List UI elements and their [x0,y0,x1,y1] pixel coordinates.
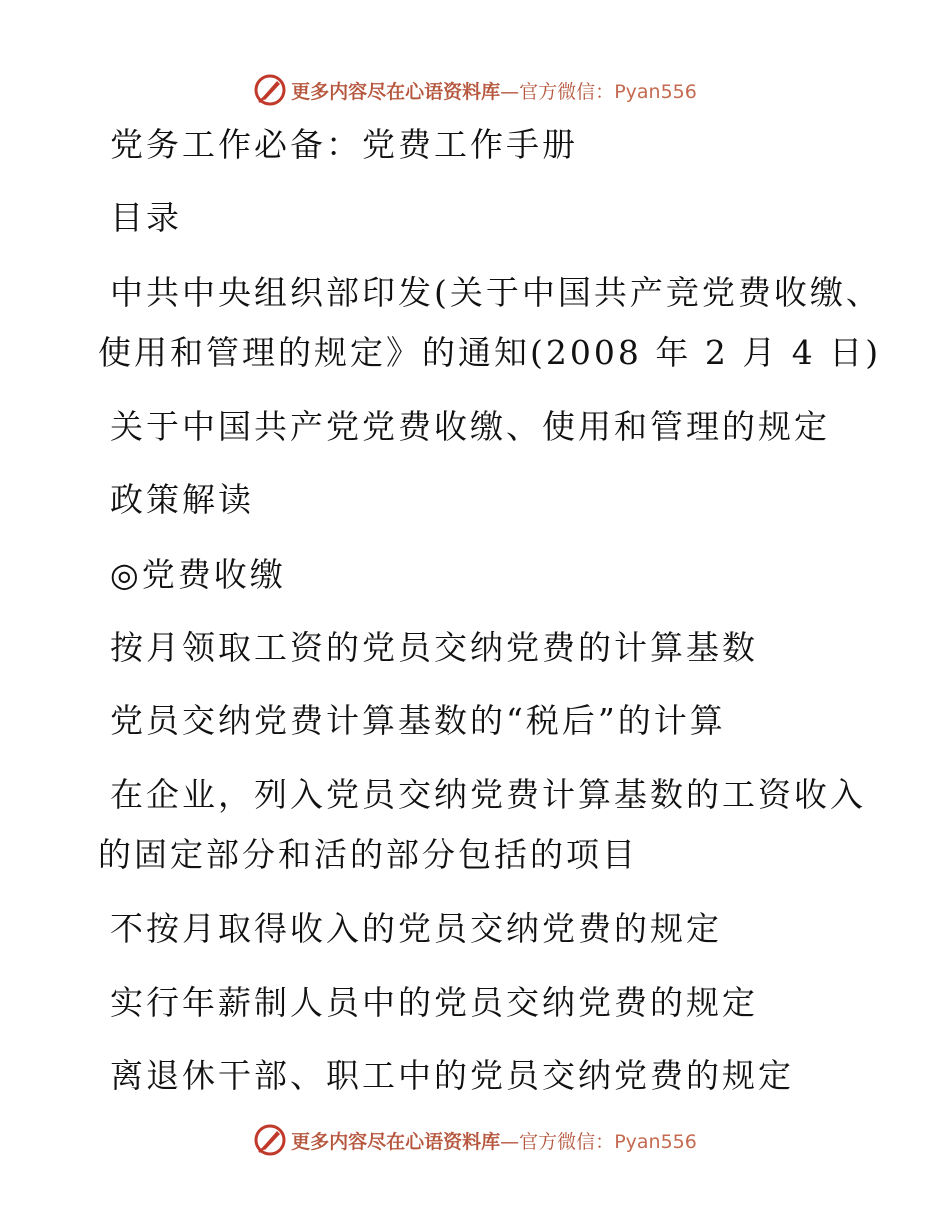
document-title: 党务工作必备：党费工作手册 [110,125,578,164]
toc-line: 实行年薪制人员中的党员交纳党费的规定 [110,983,758,1022]
toc-line: 不按月取得收入的党员交纳党费的规定 [110,909,722,948]
quill-logo-icon [253,1123,287,1157]
toc-line: 关于中国共产党党费收缴、使用和管理的规定 [110,407,830,446]
toc-line: 离退休干部、职工中的党员交纳党费的规定 [110,1056,794,1095]
watermark-text: 更多内容尽在心语资料库—官方微信：Pyan556 [291,80,697,103]
quill-logo-icon [253,73,287,107]
toc-line: 使用和管理的规定》的通知(2008 年 2 月 4 日) [98,333,882,372]
toc-line: 在企业，列入党员交纳党费计算基数的工资收入 [110,775,866,814]
toc-line: ◎党费收缴 [110,555,286,594]
footer-watermark [0,1120,950,1160]
toc-line: 的固定部分和活的部分包括的项目 [98,835,638,874]
watermark-text: 更多内容尽在心语资料库—官方微信：Pyan556 [291,1130,697,1153]
toc-line: 政策解读 [110,480,254,519]
toc-line: 按月领取工资的党员交纳党费的计算基数 [110,628,758,667]
toc-heading: 目录 [110,198,182,237]
header-watermark [0,70,950,110]
toc-line: 中共中央组织部印发(关于中国共产竞党费收缴、 [110,273,882,312]
toc-line: 党员交纳党费计算基数的“税后”的计算 [110,701,726,740]
